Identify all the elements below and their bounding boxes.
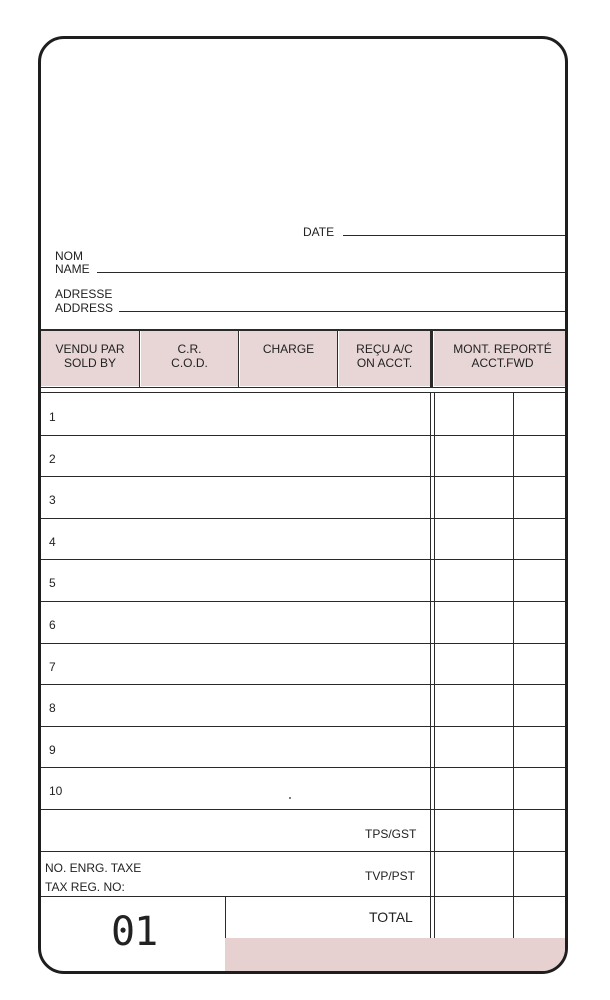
item-row-line[interactable] bbox=[41, 726, 568, 727]
date-label: DATE bbox=[303, 225, 335, 239]
adresse-label: ADRESSE bbox=[55, 287, 113, 301]
col-divider bbox=[139, 331, 140, 387]
row-number: 2 bbox=[49, 451, 56, 466]
row-number: 1 bbox=[49, 410, 56, 424]
address-line[interactable] bbox=[119, 311, 568, 312]
col-on-account[interactable]: REÇU A/C ON ACCT. bbox=[339, 331, 430, 386]
item-row-line[interactable] bbox=[41, 809, 568, 810]
row-number: 5 bbox=[49, 576, 56, 591]
col-charge[interactable]: CHARGE bbox=[240, 331, 337, 386]
col-cod[interactable]: C.R. C.O.D. bbox=[141, 331, 238, 386]
item-row-line[interactable] bbox=[41, 435, 568, 436]
name-label: NAME bbox=[55, 262, 90, 276]
item-row-line[interactable] bbox=[41, 601, 568, 602]
item-row-line[interactable] bbox=[41, 518, 568, 519]
row-number: 6 bbox=[49, 618, 56, 632]
item-row-line[interactable] bbox=[41, 643, 568, 644]
item-row-line[interactable] bbox=[41, 684, 568, 685]
address-label: ADDRESS bbox=[55, 301, 114, 315]
row-number: 9 bbox=[49, 742, 56, 757]
col-account-forward[interactable]: MONT. REPORTÉ ACCT.FWD bbox=[434, 331, 568, 386]
nom-label: NOM bbox=[55, 249, 83, 263]
row-number: 10 bbox=[49, 784, 63, 799]
row-number: 7 bbox=[49, 659, 56, 674]
total-label: TOTAL bbox=[369, 909, 413, 925]
tvp-pst-label: TVP/PST bbox=[365, 869, 416, 883]
item-row-line[interactable] bbox=[41, 767, 568, 768]
stray-mark bbox=[289, 797, 291, 799]
row-number: 8 bbox=[49, 701, 56, 716]
tax-reg-fr-label: NO. ENRG. TAXE bbox=[45, 861, 142, 875]
col-sold-by[interactable]: VENDU PAR SOLD BY bbox=[41, 331, 139, 386]
item-row-line[interactable] bbox=[41, 476, 568, 477]
col-divider bbox=[337, 331, 338, 387]
name-line[interactable] bbox=[97, 272, 568, 273]
row-number: 4 bbox=[49, 534, 56, 549]
col-divider bbox=[238, 331, 239, 387]
form-number: 01 bbox=[111, 909, 158, 955]
header-bottom-rule bbox=[41, 392, 568, 393]
item-row-line[interactable] bbox=[41, 559, 568, 560]
sales-slip-form bbox=[38, 36, 568, 974]
tax-reg-en-label: TAX REG. NO: bbox=[45, 880, 125, 894]
amount-divider bbox=[434, 393, 435, 938]
tps-gst-label: TPS/GST bbox=[365, 827, 417, 841]
date-line[interactable] bbox=[343, 235, 568, 236]
header-bottom-rule bbox=[41, 387, 568, 388]
row-number: 3 bbox=[49, 493, 56, 508]
footer-rule bbox=[41, 896, 568, 897]
cents-divider bbox=[513, 393, 514, 938]
total-shade-bar bbox=[225, 938, 568, 974]
col-divider bbox=[430, 331, 433, 387]
amount-divider bbox=[430, 393, 431, 938]
tps-row-line bbox=[41, 851, 568, 852]
